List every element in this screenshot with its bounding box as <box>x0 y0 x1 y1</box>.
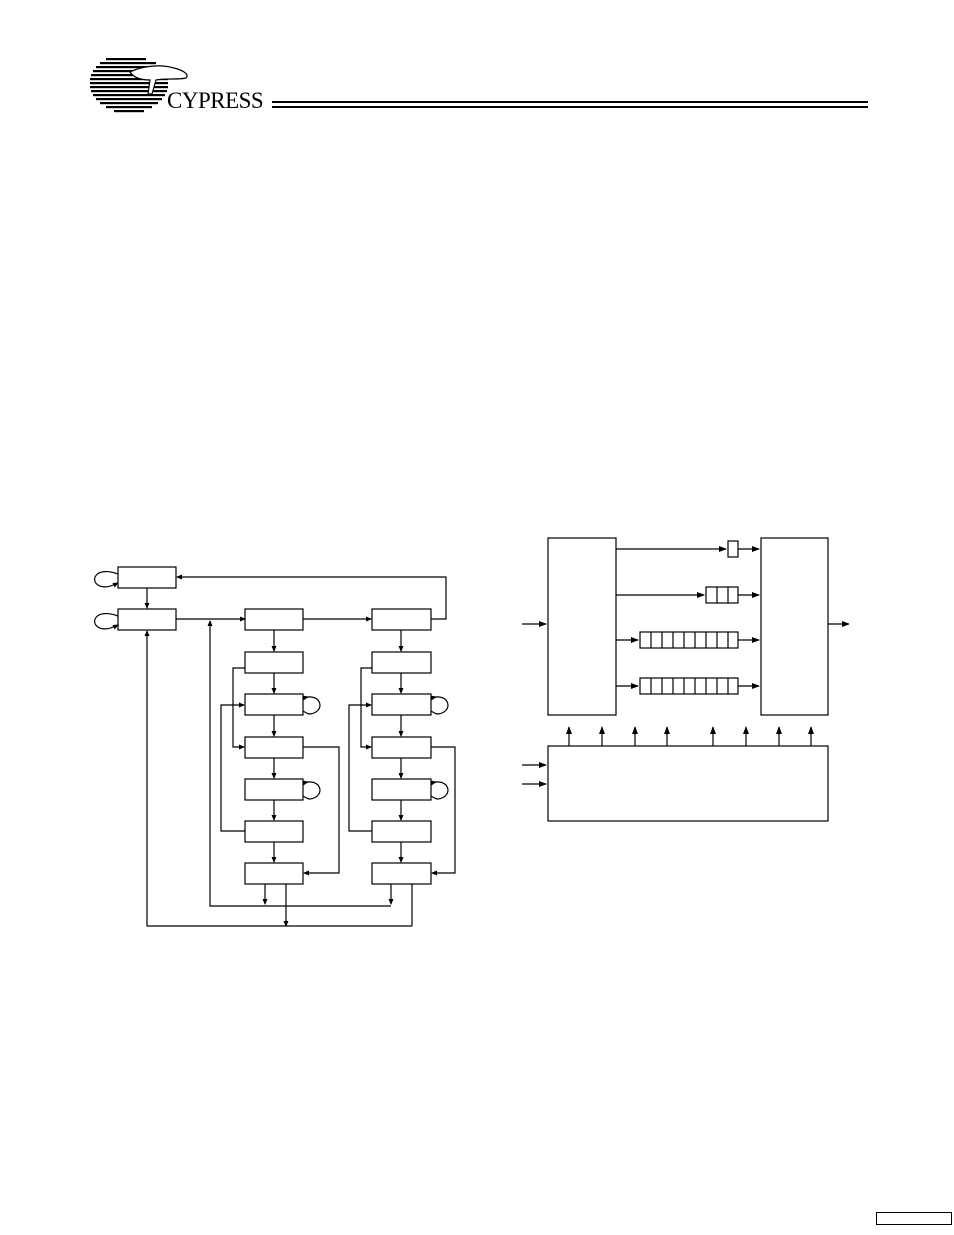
self-loop-top <box>95 572 118 587</box>
register-lane-3 <box>616 632 759 648</box>
register-lane-2 <box>616 587 759 603</box>
register-lane-1 <box>616 541 759 557</box>
control-signal-arrows <box>569 727 811 746</box>
register-lane-4 <box>616 678 759 694</box>
page-number-box <box>876 1212 952 1225</box>
block-diagram <box>522 538 849 821</box>
control-block <box>548 746 828 821</box>
state-diagram <box>95 567 455 926</box>
state-column-1 <box>221 609 339 884</box>
self-loop-idle <box>95 614 118 629</box>
brand-wordmark: CYPRESS <box>167 88 264 113</box>
state-box-idle <box>118 609 176 630</box>
input-block <box>548 538 616 715</box>
state-column-2 <box>349 609 455 884</box>
state-box-top <box>118 567 176 588</box>
output-block <box>761 538 828 715</box>
